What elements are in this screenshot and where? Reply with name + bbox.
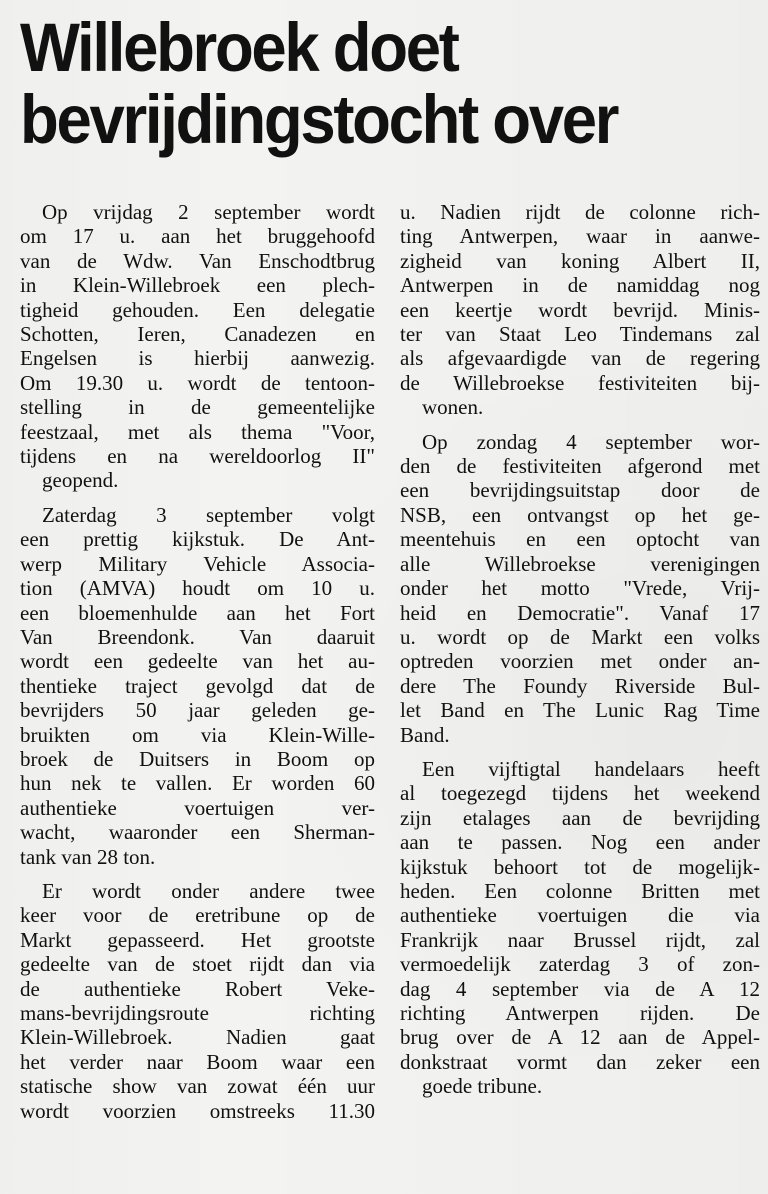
text-line: den de festiviteiten afgerond met	[400, 454, 760, 479]
text-line: Om 19.30 u. wordt de tentoon-	[20, 370, 375, 395]
column-right	[400, 200, 760, 1133]
text-line: vermoedelijk zaterdag 3 of zon-	[400, 952, 760, 977]
text-line: wonen.	[422, 395, 484, 420]
text-line: onder het motto "Vrede, Vrij-	[400, 576, 760, 601]
text-line: authentieke voertuigen die via	[400, 903, 760, 928]
text-line: wordt voorzien omstreeks 11.30	[20, 1098, 375, 1123]
text-line: goede tribune.	[422, 1074, 543, 1099]
text-line: werp Military Vehicle Associa-	[20, 551, 375, 576]
text-line: de Willebroekse festiviteiten bij-	[400, 370, 760, 395]
text-line: thentieke traject gevolgd dat de	[20, 673, 375, 698]
paragraph	[400, 757, 760, 1099]
text-line: ting Antwerpen, waar in aanwe-	[400, 224, 760, 249]
paragraph	[20, 503, 375, 869]
text-line: een prettig kijkstuk. De Ant-	[20, 527, 375, 552]
text-line: in Klein-Willebroek een plech-	[20, 273, 375, 298]
text-line: Engelsen is hierbij aanwezig.	[20, 346, 375, 371]
text-line: richting Antwerpen rijden. De	[400, 1001, 760, 1025]
text-line: Schotten, Ieren, Canadezen en	[20, 322, 375, 347]
text-line: een bevrijdingsuitstap door de	[400, 478, 760, 503]
text-line: stelling in de gemeentelijke	[20, 395, 375, 420]
text-line: om 17 u. aan het bruggehoofd	[20, 224, 375, 249]
text-line: Zaterdag 3 september volgt	[42, 502, 375, 527]
text-line: tank van 28 ton.	[20, 844, 156, 869]
text-line: alle Willebroekse verenigingen	[400, 551, 760, 576]
paragraph	[400, 430, 760, 747]
text-line: wacht, waaronder een Sherman-	[20, 820, 375, 845]
text-line: een keertje wordt bevrijd. Minis-	[400, 297, 760, 322]
text-line: Klein-Willebroek. Nadien gaat	[20, 1025, 375, 1050]
text-line: u. wordt op de Markt een volks	[400, 624, 760, 649]
text-line: Er wordt onder andere twee	[42, 878, 375, 903]
text-line: bevrijders 50 jaar geleden ge-	[20, 698, 375, 723]
text-line: Antwerpen in de namiddag nog	[400, 273, 760, 298]
text-line: gedeelte van de stoet rijdt dan via	[20, 952, 375, 977]
text-line: Van Breendonk. Van daaruit	[20, 624, 375, 649]
paragraph	[400, 200, 760, 420]
text-line: feestzaal, met als thema "Voor,	[20, 419, 375, 444]
text-line: ter van Staat Leo Tindemans zal	[400, 322, 760, 347]
text-line: authentieke voertuigen ver-	[20, 795, 375, 820]
text-line: mans-bevrijdingsroute richting	[20, 1001, 375, 1025]
article-body	[20, 200, 760, 1133]
text-line: heid en Democratie". Vanaf 17	[400, 600, 760, 625]
text-line: brug over de A 12 aan de Appel-	[400, 1025, 760, 1050]
text-line: tigheid gehouden. Een delegatie	[20, 297, 375, 322]
text-line: heden. Een colonne Britten met	[400, 878, 760, 903]
text-line: meentehuis en een optocht van	[400, 527, 760, 552]
text-line: aan te passen. Nog een ander	[400, 830, 760, 855]
article-headline	[20, 9, 747, 158]
text-line: het verder naar Boom waar een	[20, 1049, 375, 1074]
headline-line: Willebroek doet	[20, 9, 458, 86]
text-line: Band.	[400, 722, 450, 747]
text-line: dere The Foundy Riverside Bul-	[400, 673, 760, 698]
text-line: wordt een gedeelte van het au-	[20, 649, 375, 674]
text-line: Een vijftigtal handelaars heeft	[422, 756, 760, 781]
text-line: u. Nadien rijdt de colonne rich-	[400, 200, 760, 224]
text-line: geopend.	[42, 468, 119, 493]
text-line: NSB, een ontvangst op het ge-	[400, 502, 760, 527]
text-line: van de Wdw. Van Enschodtbrug	[20, 248, 375, 273]
text-line: tijdens en na wereldoorlog II"	[20, 444, 375, 469]
paragraph	[20, 879, 375, 1123]
text-line: donkstraat vormt dan zeker een	[400, 1049, 760, 1074]
text-line: een bloemenhulde aan het Fort	[20, 600, 375, 625]
text-line: Op vrijdag 2 september wordt	[42, 200, 375, 224]
text-line: tion (AMVA) houdt om 10 u.	[20, 576, 375, 601]
text-line: Frankrijk naar Brussel rijdt, zal	[400, 927, 760, 952]
text-line: statische show van zowat één uur	[20, 1074, 375, 1099]
text-line: broek de Duitsers in Boom op	[20, 746, 375, 771]
paragraph	[20, 200, 375, 493]
text-line: let Band en The Lunic Rag Time	[400, 698, 760, 723]
text-line: als afgevaardigde van de regering	[400, 346, 760, 371]
headline-line: bevrijdingstocht over	[20, 81, 618, 158]
text-line: hun nek te vallen. Er worden 60	[20, 771, 375, 796]
text-line: optreden voorzien met onder an-	[400, 649, 760, 674]
text-line: kijkstuk behoort tot de mogelijk-	[400, 854, 760, 879]
text-line: de authentieke Robert Veke-	[20, 976, 375, 1001]
text-line: Markt gepasseerd. Het grootste	[20, 927, 375, 952]
text-line: al toegezegd tijdens het weekend	[400, 781, 760, 806]
text-line: zigheid van koning Albert II,	[400, 248, 760, 273]
text-line: Op zondag 4 september wor-	[422, 429, 760, 454]
text-line: dag 4 september via de A 12	[400, 976, 760, 1001]
text-line: zijn etalages aan de bevrijding	[400, 805, 760, 830]
text-line: bruikten om via Klein-Wille-	[20, 722, 375, 747]
text-line: keer voor de eretribune op de	[20, 903, 375, 928]
column-left	[20, 200, 375, 1133]
